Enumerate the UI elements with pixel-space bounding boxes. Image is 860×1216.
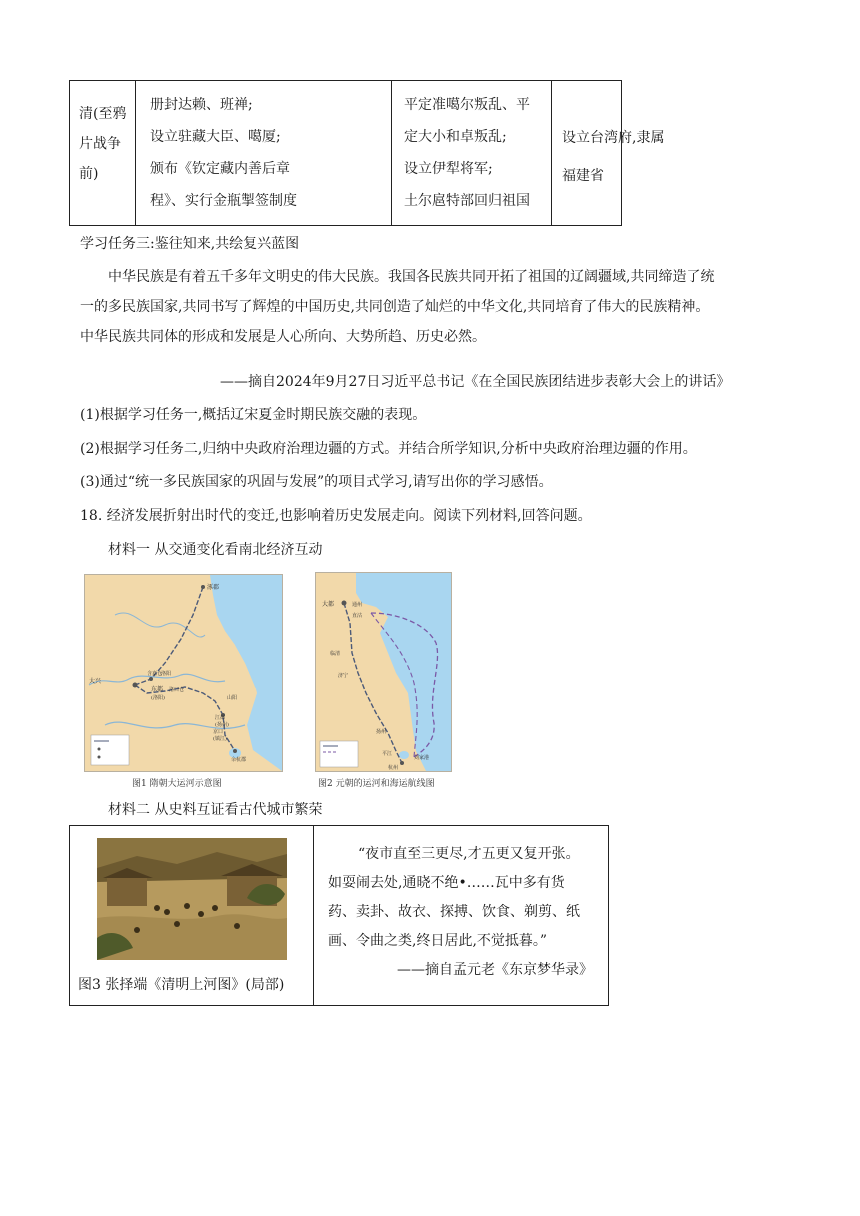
material2-title: 材料二 从史料互证看古代城市繁荣: [108, 802, 323, 818]
taiwan-line: 设立台湾府,隶属: [562, 130, 665, 146]
quote-line: 如耍闹去处,通晓不绝•……瓦中多有货: [328, 875, 565, 891]
dynasty-line: 片战争: [79, 136, 121, 152]
map-label: 刘家港: [414, 755, 430, 761]
taiwan-cell: [552, 81, 665, 225]
map-label: (镇江): [213, 736, 227, 742]
paragraph-line: 中华民族是有着五千多年文明史的伟大民族。我国各民族共同开拓了祖国的辽阔疆域,共同缔造了统: [108, 269, 715, 285]
tibet-line: 颁布《钦定藏内善后章: [150, 161, 290, 177]
figure3-caption: 图3 张择端《清明上河图》(局部): [78, 977, 285, 993]
map-label: 洛口仓: [169, 687, 185, 693]
xinjiang-line: 土尔扈特部回归祖国: [404, 193, 530, 209]
material2-table: [69, 825, 609, 1006]
qingming-painting-image: [97, 838, 287, 960]
material1-title: 材料一 从交通变化看南北经济互动: [108, 542, 323, 558]
map-label: 涿郡: [207, 584, 220, 591]
task3-heading: 学习任务三:鉴往知来,共绘复兴蓝图: [80, 236, 300, 252]
map-label: 扬州: [376, 729, 387, 735]
taiwan-line: 福建省: [562, 168, 604, 184]
figure1-caption: 图1 隋朝大运河示意图: [132, 779, 222, 789]
map-label: (扬州): [215, 722, 229, 728]
tibet-line: 程》、实行金瓶掣签制度: [150, 193, 297, 209]
map-label: 临清: [330, 651, 341, 657]
governance-table: [69, 80, 665, 226]
map-label: 东都: [151, 686, 164, 693]
quote-line: 药、卖卦、故衣、探搏、饮食、剃剪、纸: [328, 904, 580, 920]
question-18-stem: 18. 经济发展折射出时代的变迁,也影响着历史发展走向。阅读下列材料,回答问题。: [80, 508, 592, 524]
map-label: 平江: [382, 751, 393, 757]
paragraph-line: 一的多民族国家,共同书写了辉煌的中国历史,共同创造了灿烂的中华文化,共同培育了伟大的民族精神。: [80, 299, 710, 315]
map-label: 济宁: [338, 673, 349, 679]
xinjiang-line: 设立伊犁将军;: [404, 161, 493, 177]
dynasty-cell: [70, 81, 136, 225]
task3-paragraph: [80, 262, 800, 352]
paragraph-line: 中华民族共同体的形成和发展是人心所向、大势所趋、历史必然。: [80, 329, 486, 345]
map-label: 大兴: [89, 678, 102, 685]
figure2-caption: 图2 元朝的运河和海运航线图: [318, 779, 435, 789]
dynasty-line: 清(至鸦: [79, 106, 127, 122]
map-label: 含嘉仓: [147, 671, 163, 677]
question-3: (3)通过“统一多民族国家的巩固与发展”的项目式学习,请写出你的学习感悟。: [80, 474, 553, 490]
question-2: (2)根据学习任务二,归纳中央政府治理边疆的方式。并结合所学知识,分析中央政府治理边疆的作用。: [80, 441, 697, 457]
map-label: 余杭郡: [231, 757, 247, 763]
quote-line: 画、令曲之类,终日居此,不觉抵暮。”: [328, 933, 548, 949]
map-label: (洛阳): [151, 695, 165, 701]
map-label: 直沽: [352, 613, 363, 619]
sui-canal-map: [84, 574, 283, 772]
sui-canal-map-svg: [85, 575, 282, 771]
xinjiang-line: 平定准噶尔叛乱、平: [404, 97, 530, 113]
yuan-canal-map: [315, 572, 452, 772]
map-label: 大都: [322, 601, 335, 608]
table-divider: [313, 826, 314, 1005]
xinjiang-line: 定大小和卓叛乱;: [404, 129, 507, 145]
xinjiang-cell: [392, 81, 552, 225]
tibet-cell: [136, 81, 392, 225]
task3-source: ——摘自2024年9月27日习近平总书记《在全国民族团结进步表彰大会上的讲话》: [220, 374, 731, 390]
map-label: 杭州: [388, 765, 399, 771]
tibet-line: 册封达赖、班禅;: [150, 97, 253, 113]
painting-svg: [97, 838, 287, 960]
map-label: 通州: [352, 602, 363, 608]
map-label: 山阳: [227, 695, 238, 701]
quote-line: “夜市直至三更尽,才五更又复开张。: [358, 846, 580, 862]
dynasty-line: 前): [79, 166, 99, 182]
map-label: 洛阳: [161, 671, 172, 677]
yuan-canal-map-svg: [316, 573, 451, 771]
map-label: 江都: [215, 715, 226, 721]
tibet-line: 设立驻藏大臣、噶厦;: [150, 129, 281, 145]
question-1: (1)根据学习任务一,概括辽宋夏金时期民族交融的表现。: [80, 407, 427, 423]
map-label: 京口: [213, 729, 224, 735]
dongjing-menghua-quote: [328, 840, 603, 985]
quote-source: ——摘自孟元老《东京梦华录》: [397, 962, 593, 978]
